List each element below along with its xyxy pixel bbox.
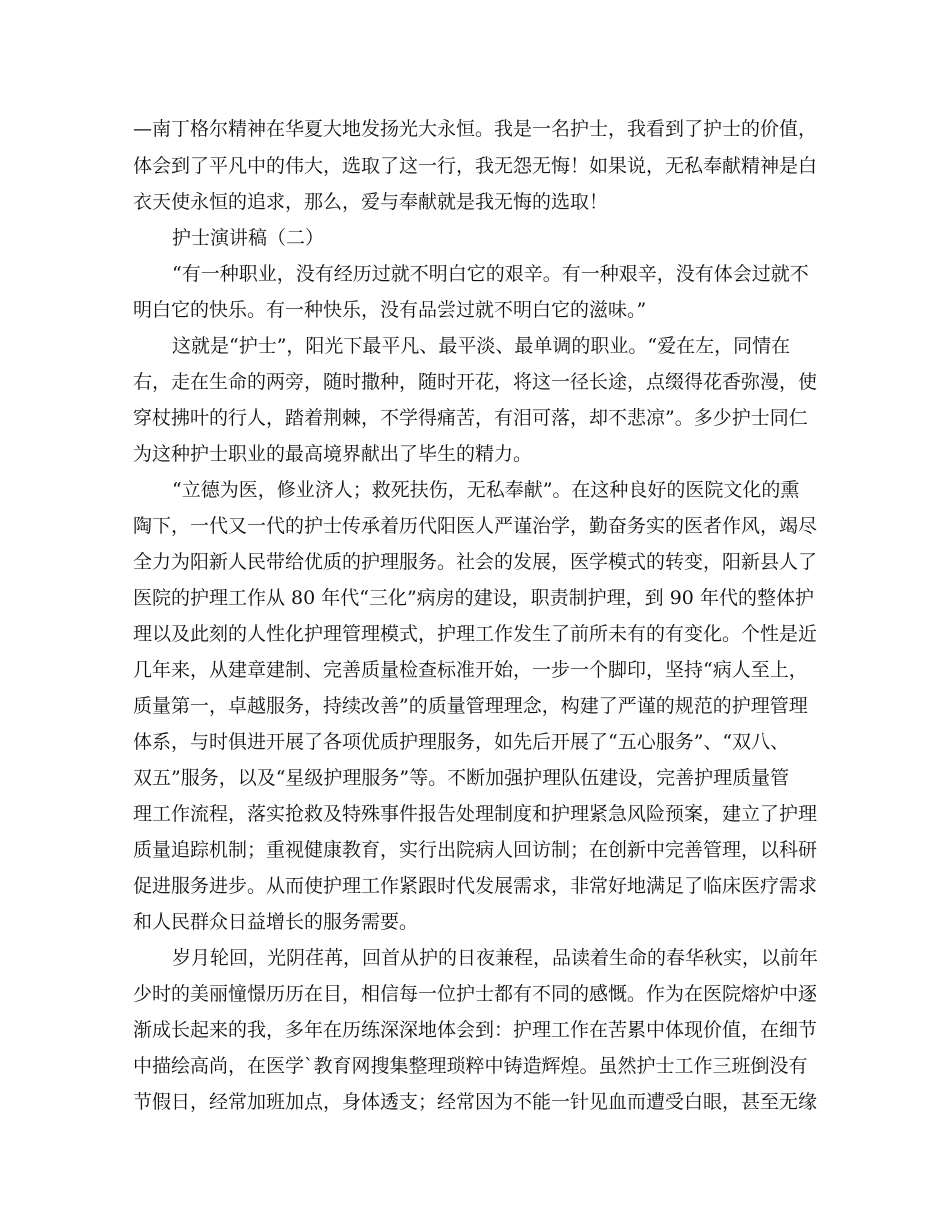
text-line: 节假日，经常加班加点，身体透支；经常因为不能一针见血而遭受白眼，甚至无缘 <box>133 1091 818 1113</box>
text-line: —南丁格尔精神在华夏大地发扬光大永恒。我是一名护士，我看到了护士的价值， <box>133 118 818 140</box>
text-line: 明白它的快乐。有一种快乐，没有品尝过就不明白它的滋味。” <box>133 299 647 321</box>
text-line: 岁月轮回，光阴荏苒，回首从护的日夜兼程，品读着生命的春华秋实，以前年 <box>172 947 819 969</box>
text-line: 和人民群众日益增长的服务需要。 <box>133 911 419 933</box>
text-line: 促进服务进步。从而使护理工作紧跟时代发展需求，非常好地满足了临床医疗需求 <box>133 875 818 897</box>
text-line: 这就是“护士”，阳光下最平凡、最平淡、最单调的职业。“爱在左，同情在 <box>172 335 791 357</box>
text-line: “有一种职业，没有经历过就不明白它的艰辛。有一种艰辛，没有体会过就不 <box>172 263 809 285</box>
text-line: 体会到了平凡中的伟大，选取了这一行，我无怨无悔！如果说，无私奉献精神是白 <box>133 155 818 177</box>
text-line: 右，走在生命的两旁，随时撒种，随时开花，将这一径长途，点缀得花香弥漫，使 <box>133 371 818 393</box>
text-line: 穿杖拂叶的行人，踏着荆棘，不学得痛苦，有泪可落，却不悲凉”。多少护士同仁 <box>133 407 808 429</box>
text-line: 体系，与时俱进开展了各项优质护理服务，如先后开展了“五心服务”、“双八、 <box>133 731 790 753</box>
text-line: 陶下，一代又一代的护士传承着历代阳医人严谨治学，勤奋务实的医者作风，竭尽 <box>133 515 818 537</box>
text-line: 理以及此刻的人性化护理管理模式，护理工作发生了前所未有的有变化。个性是近 <box>133 623 818 645</box>
text-line: 渐成长起来的我，多年在历练深深地体会到：护理工作在苦累中体现价值，在细节 <box>133 1019 818 1041</box>
text-line: 几年来，从建章建制、完善质量检查标准开始，一步一个脚印，坚持“病人至上， <box>133 659 808 681</box>
text-line: 衣天使永恒的追求，那么，爱与奉献就是我无悔的选取！ <box>133 191 609 213</box>
text-line: 双五”服务，以及“星级护理服务”等。不断加强护理队伍建设，完善护理质量管 <box>133 767 790 789</box>
text-line: 质量第一，卓越服务，持续改善”的质量管理理念，构建了严谨的规范的护理管理 <box>133 695 808 717</box>
text-line: 医院的护理工作从 80 年代“三化”病房的建设，职责制护理，到 90 年代的整体护 <box>133 587 814 609</box>
text-line: 少时的美丽憧憬历历在目，相信每一位护士都有不同的感慨。作为在医院熔炉中逐 <box>133 983 818 1005</box>
text-line: 为这种护士职业的最高境界献出了毕生的精力。 <box>133 443 533 465</box>
text-line: 质量追踪机制；重视健康教育，实行出院病人回访制；在创新中完善管理，以科研 <box>133 839 818 861</box>
section-heading: 护士演讲稿（二） <box>172 227 325 249</box>
text-line: 中描绘高尚，在医学`教育网搜集整理琐粹中铸造辉煌。虽然护士工作三班倒没有 <box>133 1055 808 1077</box>
text-line: 理工作流程，落实抢救及特殊事件报告处理制度和护理紧急风险预案，建立了护理 <box>133 803 818 825</box>
text-line: 全力为阳新人民带给优质的护理服务。社会的发展，医学模式的转变，阳新县人了 <box>133 551 818 573</box>
text-line: “立德为医，修业济人；救死扶伤，无私奉献”。在这种良好的医院文化的熏 <box>172 479 800 501</box>
